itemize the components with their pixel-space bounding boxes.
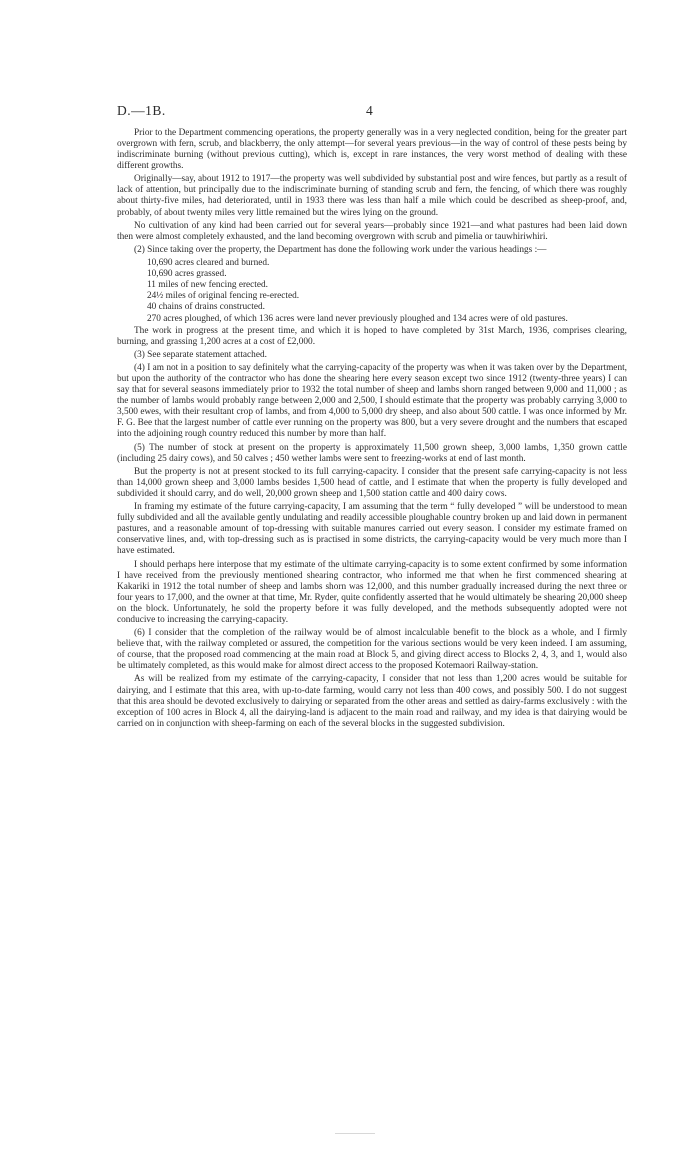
list-item: 24½ miles of original fencing re-erected. <box>147 291 300 302</box>
paragraph: Originally—say, about 1912 to 1917—the property was well subdivided by substantial post and wire fences, but partly as a result of lack of attention, but principally due to the indiscriminate burning of standing scrub and fern, the fencing, of which there was roughly about thirty-five miles, had deteriorated, until in 1933 there was less than half a mile which could be described as sheep-proof, and, probably, of about twenty miles very little remained but the wires lying on the ground. <box>117 174 627 218</box>
paragraph: As will be realized from my estimate of the carrying-capacity, I consider that not less than 1,200 acres would be suitable for dairying, and I estimate that this area, with up-to-date farming, would carry not less than 400 cows, and possibly 500. I do not suggest that this area should be devoted exclusively to dairying or separated from the other areas and settled as dairy-farms exclusively : with the exception of 100 acres in Block 4, all the dairying-land is adjacent to the main road and railway, and my idea is that dairying would be carried on in conjunction with sheep-farming on each of the several blocks in the suggested subdivision. <box>117 674 627 729</box>
page-header <box>117 103 587 123</box>
footer-rule <box>335 1133 375 1134</box>
list-item: 10,690 acres cleared and burned. <box>147 258 270 269</box>
paragraph: (6) I consider that the completion of the railway would be of almost incalculable benefit to the block as a whole, and I firmly believe that, with the railway completed or assured, the competition for the various sections would be very keen indeed. I am assuming, of course, that the proposed road commencing at the main road at Block 5, and giving direct access to Blocks 2, 4, 3, and 1, would also be ultimately completed, as this would make for almost direct access to the proposed Kotemaori Railway-station. <box>117 628 627 672</box>
paragraph: In framing my estimate of the future carrying-capacity, I am assuming that the term “ fully developed ” will be understood to mean fully subdivided and all the available gently undulating and readily accessible ploughable country broken up and laid down in permanent pastures, and a reasonable amount of top-dressing with suitable manures carried out every season. I consider my estimate framed on conservative lines, and, with top-dressing such as is practised in some districts, the carrying-capacity would be very much more than I have estimated. <box>117 502 627 557</box>
paragraph: But the property is not at present stocked to its full carrying-capacity. I consider that the present safe carrying-capacity is not less than 14,000 grown sheep and 3,000 lambs besides 1,500 head of cattle, and I estimate that when the property is fully developed and subdivided it should carry, and do well, 20,000 grown sheep and 1,500 station cattle and 400 dairy cows. <box>117 466 627 499</box>
list-item: 40 chains of drains constructed. <box>147 302 265 313</box>
paragraph: I should perhaps here interpose that my estimate of the ultimate carrying-capacity is to some extent confirmed by some information I have received from the previously mentioned shearing contractor, who informed me that when he first commenced shearing at Kakariki in 1912 the total number of sheep and lambs shorn was 12,000, and this number gradually increased during the next three or four years to 17,000, and the owner at that time, Mr. Ryder, quite confidently asserted that he would ultimately be shearing 20,000 sheep on the block. Unfortunately, he sold the property before it was fully developed, and the methods subsequently adopted were not conducive to increasing the carrying-capacity. <box>117 559 627 625</box>
paragraph: No cultivation of any kind had been carried out for several years—probably since 1921—and what pastures had been laid down then were almost completely exhausted, and the land becoming overgrown with scrub and pimelia or tauwhiriwhiri. <box>117 220 627 242</box>
paragraph: (3) See separate statement attached. <box>134 349 267 360</box>
list-item: 10,690 acres grassed. <box>147 269 227 280</box>
works-list <box>117 258 627 324</box>
document-code: D.—1B. <box>117 103 166 118</box>
list-item: 11 miles of new fencing erected. <box>147 280 268 291</box>
paragraph: (5) The number of stock at present on the property is approximately 11,500 grown sheep, 3,000 lambs, 1,350 grown cattle (including 25 dairy cows), and 50 calves ; 450 wether lambs were sent to freezing-works at end of last month. <box>117 442 627 464</box>
paragraph: (4) I am not in a position to say definitely what the carrying-capacity of the property was when it was taken over by the Department, but upon the authority of the contractor who has done the shearing here every season except two since 1912 (twenty-three years) I can say that for several seasons immediately prior to 1932 the total number of sheep and lambs shorn ranged between 9,000 and 11,000 ; as the number of lambs would probably range between 2,000 and 2,500, I should estimate that the property was probably carrying 3,000 to 3,500 ewes, with their resultant crop of lambs, and from 4,000 to 5,000 dry sheep, and also about 500 cattle. I was once informed by Mr. F. G. Bee that the largest number of cattle ever running on the property was 800, but a very severe drought and the numbers that escaped into the adjoining rough country reduced this number by more than half. <box>117 363 627 440</box>
list-item: 270 acres ploughed, of which 136 acres were land never previously ploughed and 134 acres were of old pastures. <box>147 313 568 324</box>
paragraph: Prior to the Department commencing operations, the property generally was in a very neglected condition, being for the greater part overgrown with fern, scrub, and blackberry, the only attempt—for several years previous—in the way of control of these pests being by indiscriminate burning (without previous cutting), which is, except in rare instances, the very worst method of dealing with these different growths. <box>117 128 627 172</box>
page-number: 4 <box>366 103 373 118</box>
paragraph: The work in progress at the present time, and which it is hoped to have completed by 31st March, 1936, comprises clearing, burning, and grassing 1,200 acres at a cost of £2,000. <box>117 325 627 347</box>
paragraph: (2) Since taking over the property, the Department has done the following work under the various headings :— <box>134 245 547 256</box>
page-body <box>117 128 627 732</box>
